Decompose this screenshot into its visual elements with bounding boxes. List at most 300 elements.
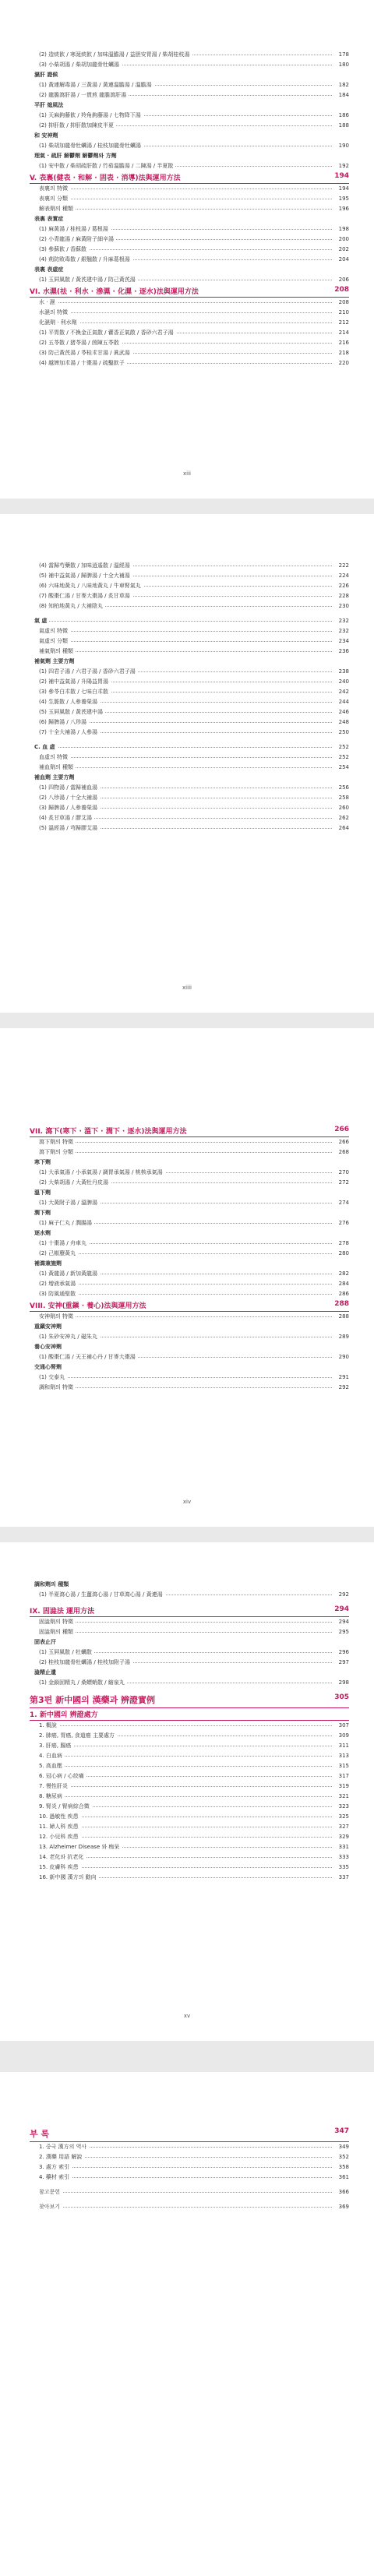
toc-entry[interactable] — [0, 1873, 374, 1883]
entry-page-number: 212 — [338, 319, 349, 326]
entry-page-number: 204 — [338, 256, 349, 263]
entry-label: (2) 五苓散 / 猪苓湯 / 茵陳五苓散 — [39, 338, 122, 348]
entry-page-number: 248 — [338, 719, 349, 725]
leader-dots — [47, 2147, 332, 2148]
leader-dots — [47, 1776, 332, 1777]
leader-dots — [47, 621, 332, 622]
toc-entry[interactable] — [0, 636, 374, 647]
toc-entry[interactable] — [0, 1627, 374, 1637]
leader-dots — [47, 1857, 332, 1858]
toc-entry[interactable] — [0, 1218, 374, 1228]
entry-label: (1) 玉屛風散 / 黃芪建中湯 / 防己黃芪湯 — [39, 275, 138, 285]
leader-dots — [47, 1766, 332, 1767]
toc-entry[interactable] — [0, 783, 374, 793]
entry-page-number: 352 — [338, 2154, 349, 2160]
entry-label: 1. 概說 — [39, 1721, 59, 1731]
toc-entry[interactable] — [0, 717, 374, 728]
entry-label: 4. 藥材 索引 — [39, 2173, 72, 2183]
entry-label: 4. 白血病 — [39, 1751, 65, 1761]
section-title: 第3편 新中國의 漢藥과 辨證實例 — [30, 1695, 156, 1705]
entry-label: (1) 麻黃湯 / 桂枝湯 / 葛根湯 — [39, 224, 111, 234]
toc-entry[interactable] — [0, 141, 374, 151]
entry-page-number: 288 — [338, 1313, 349, 1320]
toc-page — [0, 0, 374, 499]
toc-entry[interactable] — [0, 1269, 374, 1279]
entry-label: (2) 八珍湯 / 十全大補湯 — [39, 793, 100, 803]
entry-page-number: 210 — [338, 309, 349, 315]
section-title: 1. 新中國의 辨證處方 — [30, 1711, 98, 1719]
entry-page-number: 278 — [338, 1240, 349, 1246]
entry-page-number: 194 — [338, 185, 349, 192]
section-page-number: 266 — [334, 1126, 349, 1133]
page-folio: xv — [183, 2013, 191, 2019]
entry-label: 氣虛의 分類 — [39, 636, 70, 647]
toc-entry[interactable] — [0, 1647, 374, 1658]
toc-entry[interactable] — [0, 1137, 374, 1147]
toc-entry[interactable] — [0, 70, 374, 80]
entry-page-number: 280 — [338, 1250, 349, 1256]
entry-page-number: 195 — [338, 196, 349, 202]
toc-entry[interactable] — [0, 1178, 374, 1188]
toc-entry[interactable] — [0, 2173, 374, 2183]
entry-label: (5) 玉屛風散 / 黃芪建中湯 — [39, 707, 105, 717]
toc-entry[interactable] — [0, 184, 374, 194]
leader-dots — [47, 1837, 332, 1838]
entry-label: 重鎭安神劑 — [34, 1322, 64, 1332]
toc-entry[interactable] — [0, 50, 374, 60]
toc-entry[interactable] — [0, 591, 374, 601]
toc-entry[interactable] — [0, 100, 374, 111]
toc-entry[interactable] — [0, 234, 374, 245]
entry-label: (2) 小青龍湯 / 麻黃附子細辛湯 — [39, 234, 116, 245]
toc-entry[interactable] — [0, 1228, 374, 1239]
entry-page-number: 220 — [338, 360, 349, 366]
toc-entry[interactable] — [0, 2162, 374, 2173]
entry-page-number: 366 — [338, 2189, 349, 2195]
entry-label: (2) 桂枝加龍骨牡蠣湯 / 桂枝加附子湯 — [39, 1658, 132, 1668]
entry-label: 참고문헌 — [39, 2187, 62, 2197]
entry-label: (2) 造痰飮 / 寒涎痰飮 / 加味溫膽湯 / 益胆安胃湯 / 柴胡桂枝湯 — [39, 50, 192, 60]
entry-page-number: 240 — [338, 678, 349, 685]
toc-entry[interactable] — [0, 581, 374, 591]
leader-dots — [47, 767, 332, 768]
toc-entry[interactable] — [0, 224, 374, 234]
entry-label: 表裏의 特徵 — [39, 184, 70, 194]
entry-label: (2) 大柴胡湯 / 大黃牡丹皮湯 — [39, 1178, 111, 1188]
entry-label: 補氣劑 主要方劑 — [34, 657, 76, 667]
entry-label: (1) 天麻鉤藤飮 / 羚角鉤藤湯 / 七物降下湯 — [39, 111, 143, 121]
entry-label: 氣虛의 特徵 — [39, 626, 70, 636]
toc-entry[interactable] — [0, 813, 374, 823]
toc-entry[interactable] — [0, 1383, 374, 1393]
entry-label: (1) 十棗湯 / 舟車丸 — [39, 1239, 89, 1249]
entry-page-number: 294 — [338, 1619, 349, 1625]
toc-entry[interactable] — [0, 1862, 374, 1873]
entry-label: 10. 過敏性 疾患 — [39, 1812, 81, 1822]
entry-page-number: 266 — [338, 1139, 349, 1145]
entry-page-number: 331 — [338, 1844, 349, 1850]
entry-page-number: 290 — [338, 1354, 349, 1360]
entry-page-number: 296 — [338, 1649, 349, 1655]
toc-entry[interactable] — [0, 1617, 374, 1627]
entry-label: (5) 補中益氣湯 / 歸脾湯 / 十全大補湯 — [39, 571, 132, 581]
toc-entry[interactable] — [0, 763, 374, 773]
toc-entry[interactable] — [0, 1198, 374, 1208]
toc-entry[interactable] — [0, 1842, 374, 1852]
toc-entry[interactable] — [0, 245, 374, 255]
entry-label: 9. 腎炎 / 腎病綜合徵 — [39, 1802, 92, 1812]
entry-label: (2) 己椒藶黃丸 — [39, 1249, 78, 1259]
toc-entry[interactable] — [0, 1771, 374, 1781]
entry-page-number: 246 — [338, 709, 349, 715]
entry-page-number: 289 — [338, 1334, 349, 1340]
toc-entry[interactable] — [0, 697, 374, 707]
entry-label: 解表劑의 種類 — [39, 204, 76, 214]
toc-entry[interactable] — [0, 1751, 374, 1761]
leader-dots — [47, 2177, 332, 2178]
toc-entry[interactable] — [0, 298, 374, 308]
toc-entry[interactable] — [0, 626, 374, 636]
entry-label: (4) 炙甘草湯 / 膠艾湯 — [39, 813, 94, 823]
toc-entry[interactable] — [0, 742, 374, 752]
toc-entry[interactable] — [0, 1289, 374, 1299]
toc-list — [0, 50, 374, 368]
entry-page-number: 178 — [338, 51, 349, 58]
entry-page-number: 232 — [338, 618, 349, 624]
entry-label: 16. 新中國 漢方의 動向 — [39, 1873, 99, 1883]
section-title: VIII. 安神(重鎭 · 養心)法與運用方法 — [30, 1302, 146, 1310]
toc-entry[interactable] — [0, 1852, 374, 1862]
entry-label: 化濕劑 · 利水劑 — [39, 318, 79, 328]
toc-entry[interactable] — [0, 308, 374, 318]
leader-dots — [47, 2207, 332, 2208]
entry-page-number: 311 — [338, 1743, 349, 1749]
toc-section-heading[interactable] — [30, 2127, 349, 2142]
entry-page-number: 228 — [338, 593, 349, 599]
entry-page-number: 180 — [338, 62, 349, 68]
toc-entry[interactable] — [0, 151, 374, 161]
toc-entry[interactable] — [0, 1147, 374, 1158]
toc-entry[interactable] — [0, 2202, 374, 2212]
toc-list — [0, 2127, 374, 2212]
entry-page-number: 358 — [338, 2164, 349, 2170]
entry-label: 8. 糖尿病 — [39, 1792, 65, 1802]
leader-dots — [47, 1387, 332, 1388]
section-title: V. 表裏(健表 · 和解 · 固表 · 消導)法與運用方法 — [30, 174, 181, 182]
entry-page-number: 242 — [338, 689, 349, 695]
entry-page-number: 202 — [338, 246, 349, 252]
entry-label: 6. 冠心病 / 心絞痛 — [39, 1771, 86, 1781]
toc-entry[interactable] — [0, 358, 374, 368]
toc-entry[interactable] — [0, 2187, 374, 2197]
entry-label: 水 · 濕 — [39, 298, 58, 308]
page-folio: xiiii — [182, 985, 192, 991]
toc-entry[interactable] — [0, 1322, 374, 1332]
entry-label: (1) 半夏瀉心湯 / 生薑瀉心湯 / 甘草瀉心湯 / 黃連湯 — [39, 1590, 165, 1600]
entry-page-number: 309 — [338, 1732, 349, 1739]
entry-label: 補氣劑의 種類 — [39, 647, 76, 657]
entry-label: 安神劑의 特徵 — [39, 1312, 76, 1322]
entry-page-number: 218 — [338, 350, 349, 356]
leader-dots — [47, 722, 332, 723]
toc-entry[interactable] — [0, 121, 374, 131]
entry-label: 3. 處方 索引 — [39, 2162, 72, 2173]
entry-page-number: 327 — [338, 1824, 349, 1830]
toc-entry[interactable] — [0, 728, 374, 738]
entry-page-number: 196 — [338, 206, 349, 212]
entry-page-number: 286 — [338, 1291, 349, 1297]
toc-entry[interactable] — [0, 793, 374, 803]
page-folio: xiii — [183, 470, 191, 477]
entry-page-number: 182 — [338, 82, 349, 88]
entry-label: (6) 歸脾湯 / 八珍湯 — [39, 717, 89, 728]
toc-section-heading[interactable] — [30, 1299, 349, 1312]
toc-entry[interactable] — [0, 1731, 374, 1741]
entry-label: (4) 越婢加朮湯 / 十棗湯 / 疏鑿飮子 — [39, 358, 127, 368]
entry-label: (2) 龍膽瀉肝湯 / 一貫煎 龍膽瀉肝湯 — [39, 90, 129, 100]
toc-list — [0, 1125, 374, 1393]
toc-entry[interactable] — [0, 1312, 374, 1322]
entry-page-number: 252 — [338, 754, 349, 760]
entry-label: 平肝 熄風法 — [34, 100, 65, 111]
entry-page-number: 315 — [338, 1763, 349, 1769]
entry-label: (1) 四物湯 / 當歸補血湯 — [39, 783, 100, 793]
entry-label: 5. 高血壓 — [39, 1761, 65, 1771]
entry-page-number: 184 — [338, 92, 349, 98]
entry-page-number: 214 — [338, 329, 349, 336]
leader-dots — [47, 747, 332, 748]
toc-entry[interactable] — [0, 687, 374, 697]
toc-entry[interactable] — [0, 2152, 374, 2162]
leader-dots — [47, 2192, 332, 2193]
page-folio: xiv — [182, 1499, 192, 1505]
toc-entry[interactable] — [0, 1332, 374, 1342]
leader-dots — [47, 312, 332, 313]
entry-page-number: 216 — [338, 340, 349, 346]
toc-entry[interactable] — [0, 328, 374, 338]
entry-label: 氣 虛 — [34, 616, 49, 626]
toc-entry[interactable] — [0, 1342, 374, 1352]
toc-entry[interactable] — [0, 1721, 374, 1731]
toc-entry[interactable] — [0, 1792, 374, 1802]
toc-entry[interactable] — [0, 1239, 374, 1249]
toc-list — [0, 561, 374, 833]
entry-page-number: 298 — [338, 1679, 349, 1686]
leader-dots — [47, 651, 332, 652]
toc-entry[interactable] — [0, 616, 374, 626]
toc-entry[interactable] — [0, 338, 374, 348]
entry-label: (1) 黃連解毒湯 / 三黃湯 / 黃連溫膽湯 / 溫膽湯 — [39, 80, 154, 90]
toc-entry[interactable] — [0, 1668, 374, 1678]
entry-page-number: 349 — [338, 2144, 349, 2150]
toc-entry[interactable] — [0, 1362, 374, 1373]
toc-entry[interactable] — [0, 265, 374, 275]
entry-label: 澁精止遺 — [34, 1668, 58, 1678]
leader-dots — [47, 1622, 332, 1623]
entry-label: 養心安神劑 — [34, 1342, 64, 1352]
toc-entry[interactable] — [0, 348, 374, 358]
toc-entry[interactable] — [0, 161, 374, 171]
toc-entry[interactable] — [0, 214, 374, 224]
toc-entry[interactable] — [0, 752, 374, 763]
toc-page — [0, 2072, 374, 2576]
toc-entry[interactable] — [0, 60, 374, 70]
toc-entry[interactable] — [0, 131, 374, 141]
entry-label: 固澁劑의 特徵 — [39, 1617, 76, 1627]
entry-page-number: 323 — [338, 1803, 349, 1810]
toc-entry[interactable] — [0, 1208, 374, 1218]
entry-label: 13. Alzheimer Disease 와 痴呆 — [39, 1842, 122, 1852]
toc-entry[interactable] — [0, 1279, 374, 1289]
entry-label: (4) 當歸芍藥散 / 加味逍遙散 / 溫經湯 — [39, 561, 132, 571]
entry-page-number: 186 — [338, 112, 349, 118]
entry-page-number: 313 — [338, 1753, 349, 1759]
entry-label: 찾아보기 — [39, 2202, 62, 2212]
toc-page — [0, 514, 374, 1013]
toc-entry[interactable] — [0, 647, 374, 657]
entry-label: 濕肝 證候 — [34, 70, 60, 80]
entry-page-number: 329 — [338, 1834, 349, 1840]
toc-entry[interactable] — [0, 677, 374, 687]
toc-entry[interactable] — [0, 803, 374, 813]
toc-section-heading[interactable] — [30, 285, 349, 298]
section-page-number: 305 — [334, 1693, 349, 1701]
entry-label: 補血劑 主要方劑 — [34, 773, 76, 783]
entry-label: 2. 漢藥 用語 解說 — [39, 2152, 84, 2162]
toc-section-heading[interactable] — [30, 1605, 349, 1617]
entry-label: (3) 參苓白朮散 / 七味白朮散 — [39, 687, 111, 697]
toc-entry[interactable] — [0, 275, 374, 285]
entry-label: (2) 增液承氣湯 — [39, 1279, 78, 1289]
entry-label: 理氣 · 疏肝 解鬱劑 解鬱劑와 方劑 — [34, 151, 119, 161]
entry-page-number: 333 — [338, 1854, 349, 1860]
toc-entry[interactable] — [0, 1188, 374, 1198]
leader-dots — [47, 1152, 332, 1153]
entry-label: (5) 溫經湯 / 芎歸膠艾湯 — [39, 823, 100, 833]
entry-page-number: 260 — [338, 805, 349, 811]
toc-entry[interactable] — [0, 111, 374, 121]
entry-page-number: 276 — [338, 1220, 349, 1226]
toc-entry[interactable] — [0, 707, 374, 717]
entry-label: 交通心腎劑 — [34, 1362, 64, 1373]
leader-dots — [47, 641, 332, 642]
entry-label: 表裏 表實症 — [34, 214, 65, 224]
entry-page-number: 198 — [338, 226, 349, 232]
toc-section-heading[interactable] — [30, 1693, 349, 1708]
toc-entry[interactable] — [0, 1781, 374, 1792]
entry-label: (1) 麻子仁丸 / 潤腸湯 — [39, 1218, 94, 1228]
toc-entry[interactable] — [0, 1678, 374, 1688]
toc-entry[interactable] — [0, 1761, 374, 1771]
toc-section-heading[interactable] — [30, 1708, 349, 1721]
entry-page-number: 238 — [338, 668, 349, 675]
entry-page-number: 232 — [338, 628, 349, 634]
entry-page-number: 292 — [338, 1384, 349, 1390]
toc-entry[interactable] — [0, 194, 374, 204]
section-title: VII. 瀉下(寒下 · 溫下 · 潤下 · 逐水)法與運用方法 — [30, 1128, 187, 1136]
toc-entry[interactable] — [0, 657, 374, 667]
leader-dots — [47, 1377, 332, 1378]
toc-page — [0, 1028, 374, 1527]
entry-label: (7) 酸棗仁湯 / 甘麥大棗湯 / 炙甘草湯 — [39, 591, 132, 601]
entry-label: 血虛의 特徵 — [39, 752, 70, 763]
toc-entry[interactable] — [0, 1168, 374, 1178]
entry-page-number: 264 — [338, 825, 349, 831]
toc-entry[interactable] — [0, 2142, 374, 2152]
toc-entry[interactable] — [0, 1352, 374, 1362]
toc-entry[interactable] — [0, 1822, 374, 1832]
toc-entry[interactable] — [0, 1812, 374, 1822]
entry-page-number: 325 — [338, 1813, 349, 1820]
entry-label: (1) 大承氣湯 / 小承氣湯 / 調胃承氣湯 / 桃核承氣湯 — [39, 1168, 165, 1178]
toc-entry[interactable] — [0, 1832, 374, 1842]
toc-entry[interactable] — [0, 1373, 374, 1383]
toc-entry[interactable] — [0, 1658, 374, 1668]
entry-label: (1) 金鎖固精丸 / 桑螵蛸散 / 縮泉丸 — [39, 1678, 127, 1688]
toc-entry[interactable] — [0, 667, 374, 677]
toc-entry[interactable] — [0, 773, 374, 783]
entry-page-number: 282 — [338, 1270, 349, 1277]
toc-section-heading[interactable] — [30, 171, 349, 184]
section-page-number: 288 — [334, 1300, 349, 1308]
toc-list — [0, 1580, 374, 1883]
entry-label: 11. 婦人科 疾患 — [39, 1822, 81, 1832]
entry-page-number: 254 — [338, 764, 349, 770]
toc-entry[interactable] — [0, 1259, 374, 1269]
toc-entry[interactable] — [0, 255, 374, 265]
entry-label: (1) 酸棗仁湯 / 天王補心丹 / 甘麥大棗湯 — [39, 1352, 138, 1362]
toc-entry[interactable] — [0, 318, 374, 328]
entry-label: (2) 補中益氣湯 / 升陽益胃湯 — [39, 677, 111, 687]
entry-page-number: 192 — [338, 163, 349, 169]
entry-label: 表裏의 分類 — [39, 194, 70, 204]
entry-page-number: 258 — [338, 795, 349, 801]
toc-entry[interactable] — [0, 561, 374, 571]
entry-page-number: 272 — [338, 1179, 349, 1186]
leader-dots — [47, 1786, 332, 1787]
entry-label: (1) 柴胡加龍骨牡蠣湯 / 桂枝加龍骨牡蠣湯 — [39, 141, 143, 151]
toc-entry[interactable] — [0, 90, 374, 100]
entry-page-number: 206 — [338, 277, 349, 283]
toc-entry[interactable] — [0, 204, 374, 214]
toc-entry[interactable] — [0, 1158, 374, 1168]
entry-label: 調和劑의 特徵 — [39, 1383, 76, 1393]
toc-entry[interactable] — [0, 1741, 374, 1751]
leader-dots — [47, 1632, 332, 1633]
entry-page-number: 226 — [338, 583, 349, 589]
entry-page-number: 188 — [338, 122, 349, 129]
toc-entry[interactable] — [0, 1802, 374, 1812]
toc-entry[interactable] — [0, 1590, 374, 1600]
entry-label: 7. 慢性肝炎 — [39, 1781, 70, 1792]
leader-dots — [47, 1253, 332, 1254]
entry-page-number: 236 — [338, 648, 349, 654]
toc-entry[interactable] — [0, 571, 374, 581]
entry-label: 3. 肝癌, 腸癌 — [39, 1741, 73, 1751]
entry-label: 逐水劑 — [34, 1228, 53, 1239]
toc-entry[interactable] — [0, 80, 374, 90]
entry-label: (1) 交泰丸 — [39, 1373, 67, 1383]
toc-entry[interactable] — [0, 1580, 374, 1590]
entry-label: 補血劑의 種類 — [39, 763, 76, 773]
toc-entry[interactable] — [0, 823, 374, 833]
toc-entry[interactable] — [0, 601, 374, 611]
toc-entry[interactable] — [0, 1637, 374, 1647]
entry-label: (3) 參蘇飮 / 香蘇散 — [39, 245, 89, 255]
toc-section-heading[interactable] — [30, 1125, 349, 1137]
leader-dots — [47, 2157, 332, 2158]
toc-entry[interactable] — [0, 1249, 374, 1259]
